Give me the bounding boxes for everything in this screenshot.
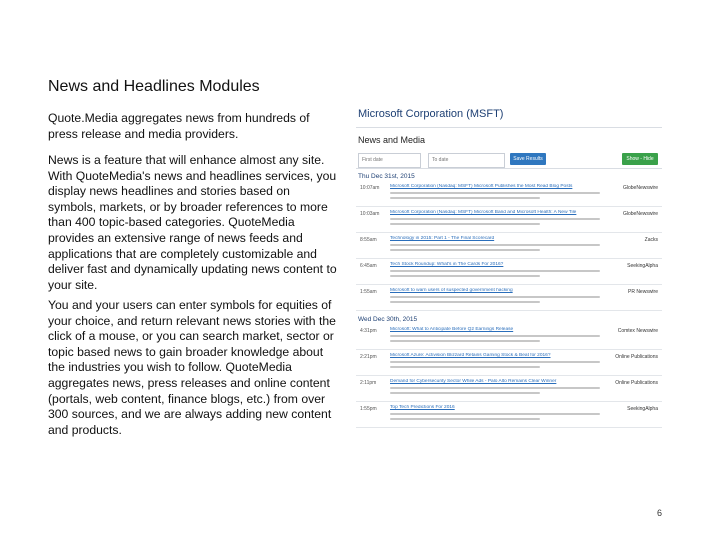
- news-row[interactable]: [356, 234, 662, 259]
- first-date-input[interactable]: [358, 153, 421, 168]
- news-row[interactable]: [356, 182, 662, 207]
- summary-text: [390, 418, 540, 420]
- news-time: 10:07am: [360, 185, 380, 191]
- news-row[interactable]: [356, 260, 662, 285]
- divider: [356, 168, 662, 169]
- news-headline-link[interactable]: Technology in 2015: Part 1 - The Final Scorecard: [390, 236, 495, 241]
- news-time: 10:03am: [360, 211, 380, 217]
- news-source: SeekingAlpha: [627, 263, 658, 269]
- news-headline-link[interactable]: Microsoft to warn users of suspected government hacking: [390, 288, 513, 293]
- news-screenshot: [354, 100, 664, 452]
- news-feature-paragraph: News is a feature that will enhance almost any site. With QuoteMedia's news and headlines services, you display news headlines and stories based on symbols, markets, or by broader references to more than 400 topic-based categories. QuoteMedia provides an extensive range of news feeds and applications that are completely customizable and deliver fast and dynamically updating news content to your site.: [48, 153, 337, 292]
- news-time: 8:55am: [360, 237, 377, 243]
- news-row[interactable]: [356, 286, 662, 311]
- news-headline-link[interactable]: Tech Stock Roundup: What's in The Cards For 2016?: [390, 262, 504, 267]
- news-source: PR Newswire: [627, 289, 658, 295]
- summary-text: [390, 387, 600, 389]
- news-time: 2:11pm: [360, 380, 377, 386]
- news-headline-link[interactable]: Top Tech Predictions For 2016: [390, 405, 455, 410]
- summary-text: [390, 335, 600, 337]
- news-row[interactable]: [356, 351, 662, 376]
- news-source: SeekingAlpha: [627, 406, 658, 412]
- company-heading: Microsoft Corporation (MSFT): [358, 108, 504, 120]
- news-row[interactable]: [356, 208, 662, 233]
- news-source: Online Publications: [615, 354, 658, 360]
- news-time: 2:21pm: [360, 354, 377, 360]
- news-time: 1:55pm: [360, 406, 377, 412]
- summary-text: [390, 296, 600, 298]
- date-header: Wed Dec 30th, 2015: [358, 316, 418, 323]
- news-source: GlobeNewswire: [622, 211, 658, 217]
- news-time: 1:55am: [360, 289, 377, 295]
- intro-paragraph: Quote.Media aggregates news from hundreds of press release and media providers.: [48, 111, 310, 141]
- summary-text: [390, 275, 540, 277]
- news-time: 6:45am: [360, 263, 377, 269]
- slide-title: News and Headlines Modules: [48, 78, 260, 95]
- news-headline-link[interactable]: Demand for Cybersecurity Sector While Ads - Palo Alto Remains Clear Winner: [390, 379, 557, 384]
- save-results-button[interactable]: Save Results: [510, 153, 546, 165]
- news-source: Zacks: [644, 237, 658, 243]
- date-header: Thu Dec 31st, 2015: [358, 173, 415, 180]
- news-source: Comtex Newswire: [617, 328, 658, 334]
- summary-text: [390, 223, 540, 225]
- show-hide-button[interactable]: Show - Hide: [622, 153, 658, 165]
- news-headline-link[interactable]: Microsoft Corporation (Nasdaq: MSFT) Microsoft Band and Microsoft Health: A New Tile: [390, 210, 577, 215]
- news-headline-link[interactable]: Microsoft: What to Anticipate Before Q2 Earnings Release: [390, 327, 514, 332]
- users-paragraph: You and your users can enter symbols for equities of your choice, and return relevant news stories with the click of a mouse, or you can search market, sector or topic based news to gain broader knowledge about the industries you wish to follow. QuoteMedia aggregates news, press releases and online content (portals, web content, finance blogs, etc.) from over 300 sources, and we are always adding new content and products.: [48, 298, 336, 437]
- news-row[interactable]: [356, 325, 662, 350]
- summary-text: [390, 301, 540, 303]
- summary-text: [390, 249, 540, 251]
- summary-text: [390, 192, 600, 194]
- summary-text: [390, 197, 540, 199]
- news-headline-link[interactable]: Microsoft Azure: Activision Blizzard Retains Gaming Stock & Beat for 2016?: [390, 353, 551, 358]
- summary-text: [390, 340, 540, 342]
- news-row[interactable]: [356, 377, 662, 402]
- summary-text: [390, 413, 600, 415]
- to-date-input[interactable]: [428, 153, 505, 168]
- summary-text: [390, 244, 600, 246]
- news-time: 4:31pm: [360, 328, 377, 334]
- news-row[interactable]: [356, 403, 662, 428]
- summary-text: [390, 270, 600, 272]
- summary-text: [390, 361, 600, 363]
- summary-text: [390, 218, 600, 220]
- page-number: 6: [657, 508, 663, 518]
- news-source: GlobeNewswire: [622, 185, 658, 191]
- section-heading: News and Media: [358, 135, 426, 145]
- summary-text: [390, 392, 540, 394]
- summary-text: [390, 366, 540, 368]
- news-source: Online Publications: [615, 380, 658, 386]
- news-headline-link[interactable]: Microsoft Corporation (Nasdaq: MSFT) Microsoft Publishes the Most Read Blog Posts: [390, 184, 573, 189]
- divider: [356, 127, 662, 128]
